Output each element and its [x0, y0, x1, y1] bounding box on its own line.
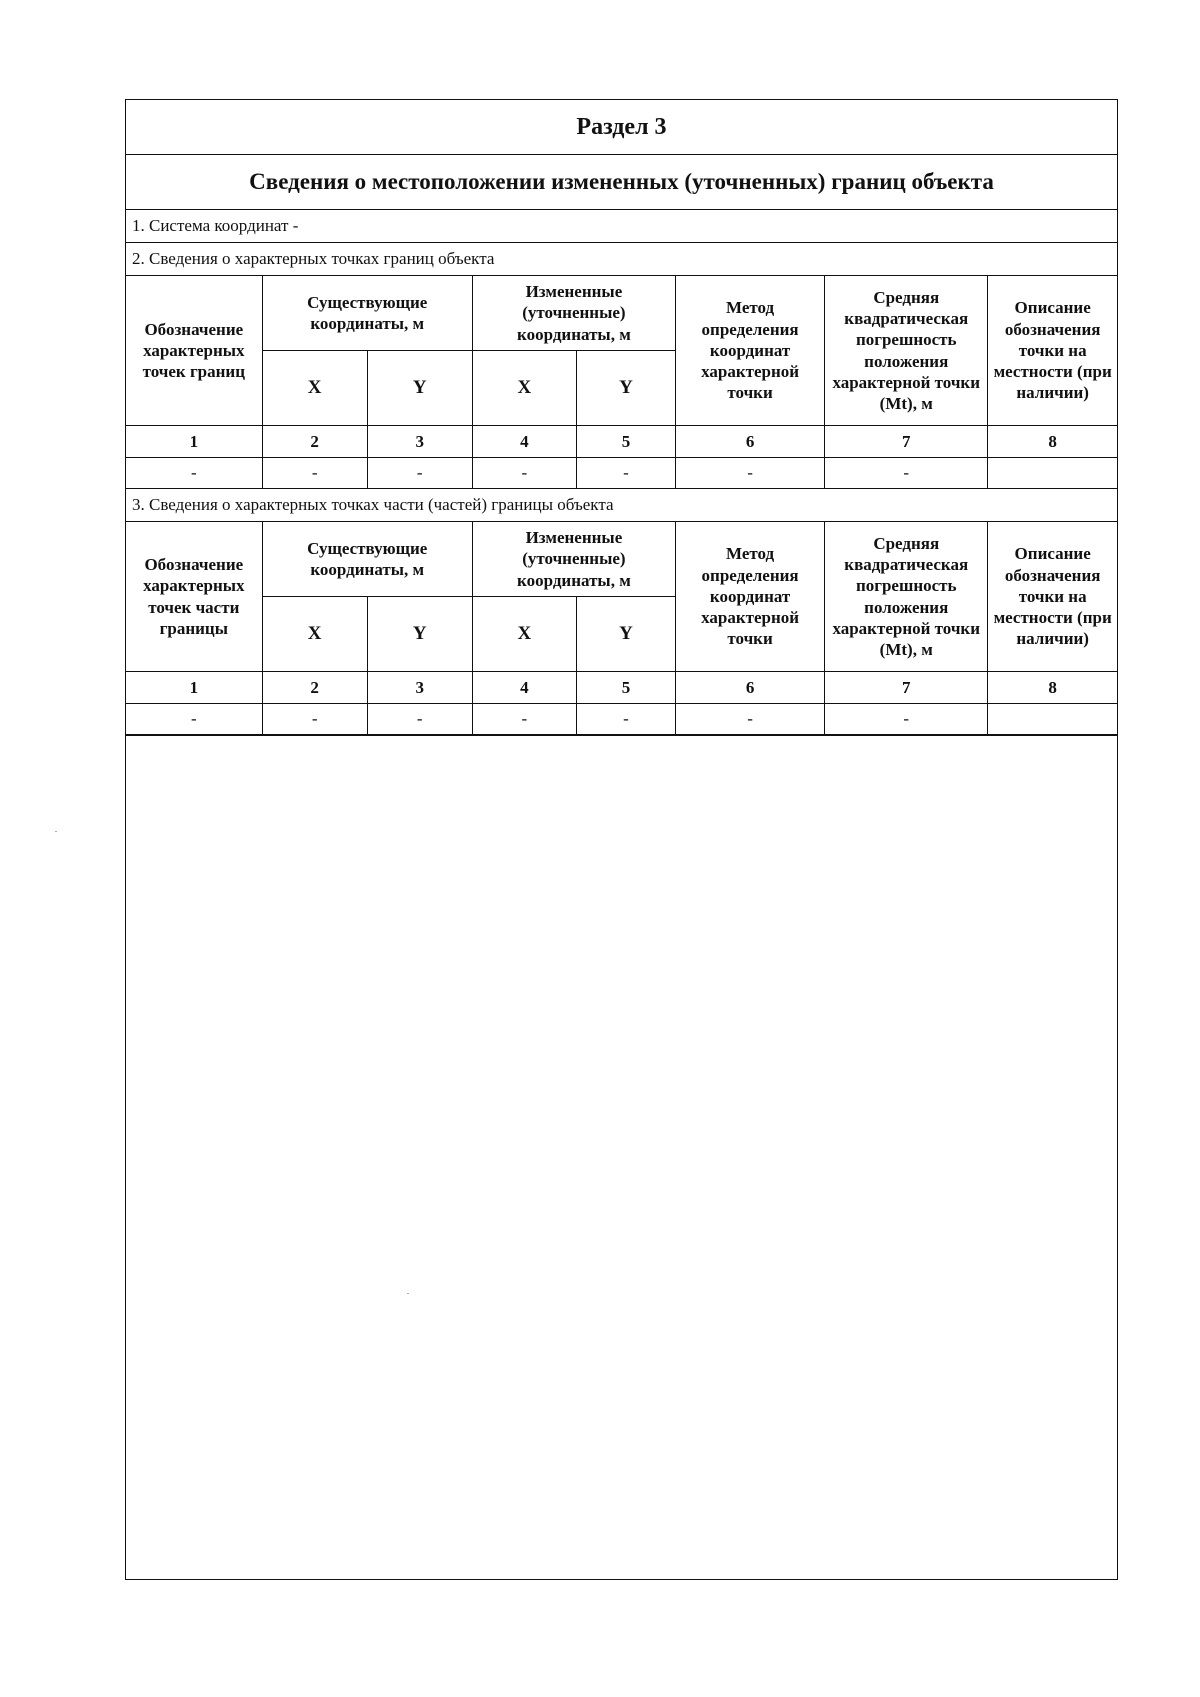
table-cell: - — [367, 458, 472, 489]
header-changed-x: X — [472, 351, 576, 426]
column-number: 8 — [988, 426, 1117, 458]
column-number: 1 — [126, 672, 262, 704]
table-cell — [988, 704, 1117, 735]
column-number: 1 — [126, 426, 262, 458]
header-existing-coords: Существующие координаты, м — [262, 522, 472, 597]
table-cell: - — [367, 704, 472, 735]
header-existing-y: Y — [367, 351, 472, 426]
column-number: 7 — [825, 672, 988, 704]
column-number: 5 — [576, 672, 675, 704]
column-number: 3 — [367, 672, 472, 704]
column-number: 6 — [676, 672, 825, 704]
column-number: 2 — [262, 426, 367, 458]
header-existing-y: Y — [367, 597, 472, 672]
scan-speck — [407, 1293, 409, 1294]
section-title: Раздел 3 — [126, 100, 1117, 155]
table-cell: - — [676, 704, 825, 735]
header-mean-error: Средняя квадратическая погрешность положения характерной точки (Mt), м — [825, 522, 988, 672]
header-method: Метод определения координат характерной точки — [676, 276, 825, 426]
header-existing-x: X — [262, 597, 367, 672]
table-cell: - — [472, 704, 576, 735]
coord-system-line: 1. Система координат - — [126, 210, 1117, 243]
document-frame — [125, 99, 1118, 1580]
column-number: 3 — [367, 426, 472, 458]
scan-speck — [55, 831, 57, 832]
header-mean-error: Средняя квадратическая погрешность положения характерной точки (Mt), м — [825, 276, 988, 426]
header-changed-coords: Измененные (уточненные) координаты, м — [472, 522, 675, 597]
blank-area — [126, 735, 1117, 736]
header-method: Метод определения координат характерной точки — [676, 522, 825, 672]
header-description: Описание обозначения точки на местности (при наличии) — [988, 276, 1117, 426]
column-number: 8 — [988, 672, 1117, 704]
table-cell: - — [576, 704, 675, 735]
header-point-designation: Обозначение характерных точек части границы — [126, 522, 262, 672]
table-cell: - — [825, 704, 988, 735]
table-cell: - — [676, 458, 825, 489]
column-number: 7 — [825, 426, 988, 458]
header-changed-coords: Измененные (уточненные) координаты, м — [472, 276, 675, 351]
table-cell: - — [262, 704, 367, 735]
section-subtitle: Сведения о местоположении измененных (уточненных) границ объекта — [126, 155, 1117, 210]
column-number: 2 — [262, 672, 367, 704]
table-cell: - — [126, 458, 262, 489]
column-number: 5 — [576, 426, 675, 458]
header-changed-y: Y — [576, 351, 675, 426]
table-cell: - — [262, 458, 367, 489]
table-cell — [988, 458, 1117, 489]
table1-caption: 2. Сведения о характерных точках границ объекта — [126, 243, 1117, 276]
header-point-designation: Обозначение характерных точек границ — [126, 276, 262, 426]
column-number: 4 — [472, 426, 576, 458]
table-cell: - — [126, 704, 262, 735]
table-cell: - — [576, 458, 675, 489]
header-changed-y: Y — [576, 597, 675, 672]
boundary-points-table — [126, 276, 1117, 489]
table-cell: - — [472, 458, 576, 489]
header-existing-x: X — [262, 351, 367, 426]
column-number: 4 — [472, 672, 576, 704]
header-existing-coords: Существующие координаты, м — [262, 276, 472, 351]
part-boundary-points-table — [126, 522, 1117, 735]
header-description: Описание обозначения точки на местности (при наличии) — [988, 522, 1117, 672]
table2-caption: 3. Сведения о характерных точках части (частей) границы объекта — [126, 489, 1117, 522]
header-changed-x: X — [472, 597, 576, 672]
table-cell: - — [825, 458, 988, 489]
column-number: 6 — [676, 426, 825, 458]
